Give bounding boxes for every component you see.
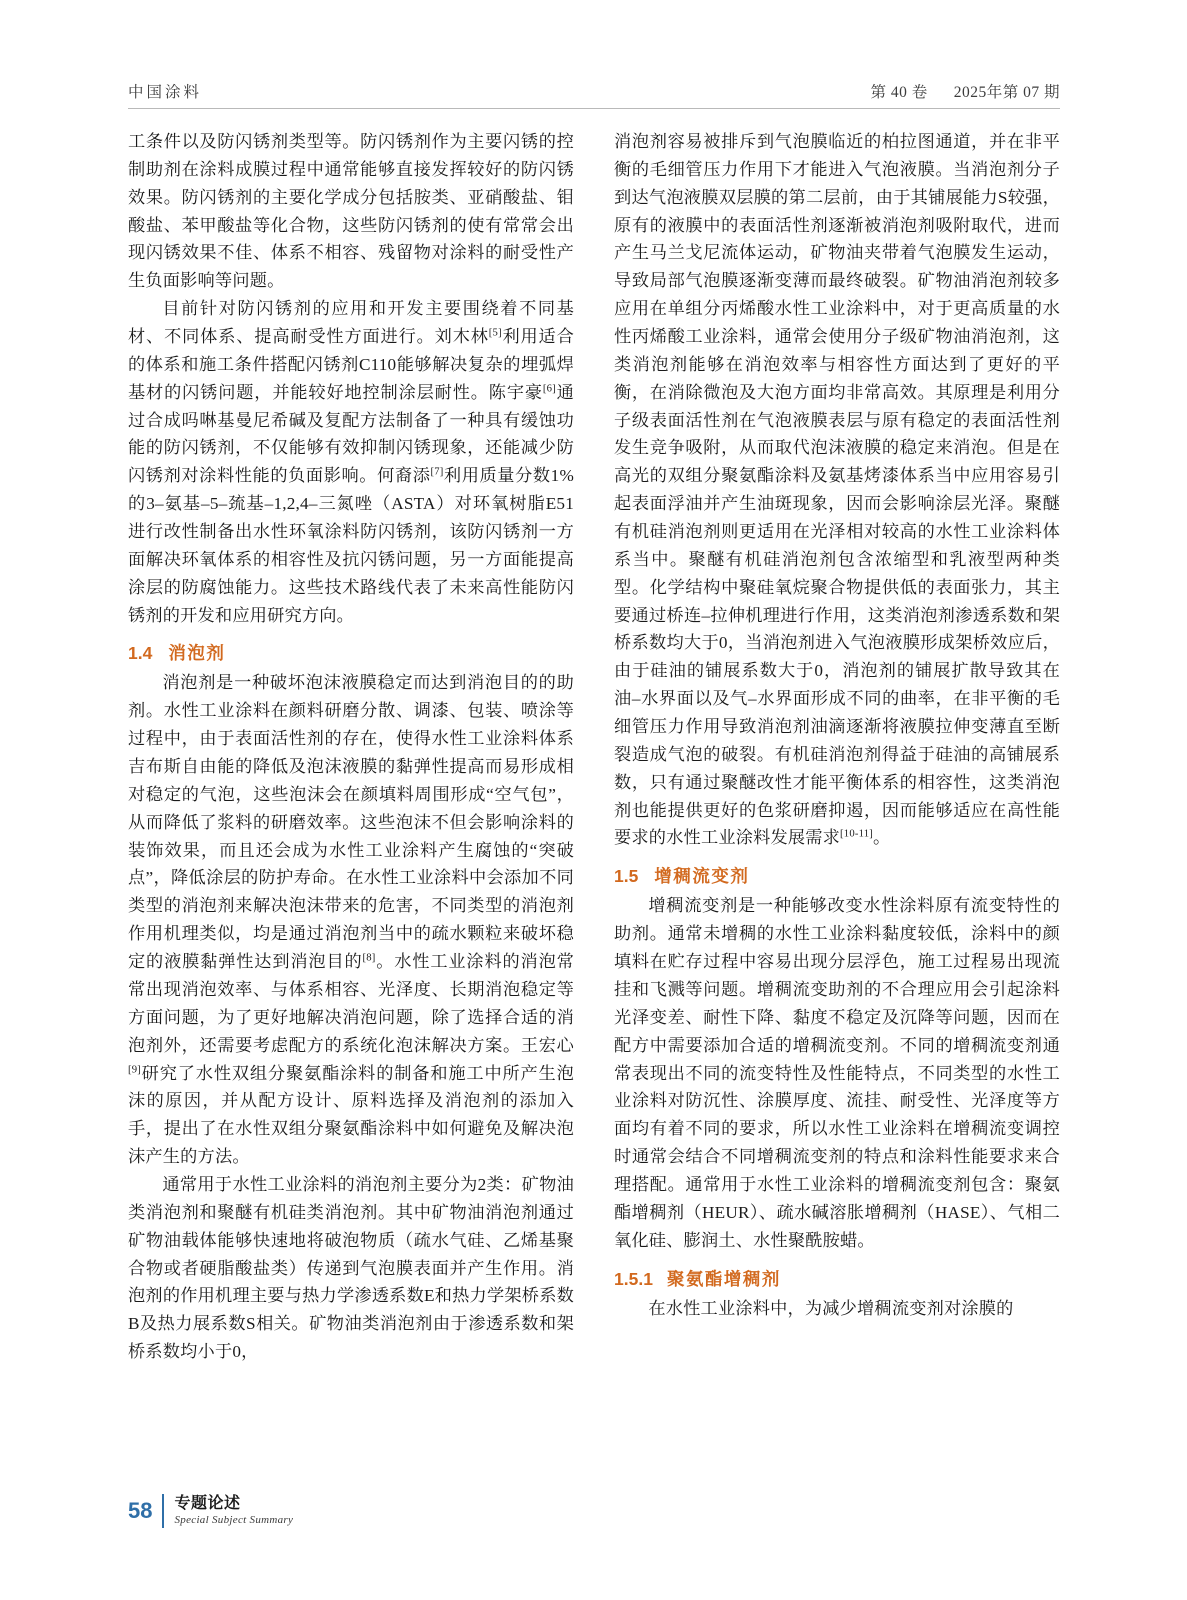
- section-heading-1-4: [128, 640, 574, 665]
- body-columns: [128, 128, 1060, 1366]
- footer-section-cn: 专题论述: [174, 1495, 241, 1513]
- page-number: 58: [128, 1498, 153, 1523]
- footer-divider: [162, 1494, 164, 1528]
- header-issue: 2025年第 07 期: [953, 84, 1060, 101]
- header-volume: 第 40 卷: [870, 84, 928, 101]
- section-heading-1-5-1: [614, 1266, 1060, 1291]
- footer-section-label: [174, 1495, 293, 1526]
- section-title: 增稠流变剂: [654, 866, 750, 887]
- page-header: [128, 80, 1060, 102]
- paragraph: 增稠流变剂是一种能够改变水性涂料原有流变特性的助剂。通常未增稠的水性工业涂料黏度较低，涂料中的颜填料在贮存过程中容易出现分层浮色，施工过程易出现流挂和飞溅等问题。增稠流变助剂的不合理应用会引起涂料光泽变差、耐性下降、黏度不稳定及沉降等问题，因而在配方中需要添加合适的增稠流变剂。不同的增稠流变剂通常表现出不同的流变特性及性能特点，不同类型的水性工业涂料对防沉性、涂膜厚度、流挂、耐受性、光泽度等方面均有着不同的要求，所以水性工业涂料在增稠流变调控时通常会结合不同增稠流变剂的特点和涂料性能要求来合理搭配。通常用于水性工业涂料的增稠流变剂包含：聚氨酯增稠剂（HEUR）、疏水碱溶胀增稠剂（HASE）、气相二氧化硅、膨润土、水性聚酰胺蜡。: [614, 896, 1060, 1250]
- left-column: [128, 128, 574, 1366]
- header-divider: [128, 108, 1060, 109]
- right-column: [614, 128, 1060, 1366]
- paragraph: 工条件以及防闪锈剂类型等。防闪锈剂作为主要闪锈的控制助剂在涂料成膜过程中通常能够直接发挥较好的防闪锈效果。防闪锈剂的主要化学成分包括胺类、亚硝酸盐、钼酸盐、苯甲酸盐等化合物，这些防闪锈剂的使有常常会出现闪锈效果不佳、体系不相容、残留物对涂料的耐受性产生负面影响等问题。: [128, 132, 574, 291]
- paragraph: 消泡剂容易被排斥到气泡膜临近的柏拉图通道，并在非平衡的毛细管压力作用下才能进入气泡液膜。当消泡剂分子到达气泡液膜双层膜的第二层前，由于其铺展能力S较强，原有的液膜中的表面活性剂逐渐被消泡剂吸附取代，进而产生马兰戈尼流体运动，矿物油夹带着气泡膜发生运动，导致局部气泡膜逐渐变薄而最终破裂。矿物油消泡剂较多应用在单组分丙烯酸水性工业涂料中，对于更高质量的水性丙烯酸工业涂料，通常会使用分子级矿物油消泡剂，这类消泡剂能够在消泡效率与相容性方面达到了更好的平衡，在消除微泡及大泡方面均非常高效。其原理是利用分子级表面活性剂在气泡液膜表层与原有稳定的表面活性剂发生竞争吸附，从而取代泡沫液膜的稳定来消泡。但是在高光的双组分聚氨酯涂料及氨基烤漆体系当中应用容易引起表面浮油并产生油斑现象，因而会影响涂层光泽。聚醚有机硅消泡剂则更适用在光泽相对较高的水性工业涂料体系当中。聚醚有机硅消泡剂包含浓缩型和乳液型两种类型。化学结构中聚硅氧烷聚合物提供低的表面张力，其主要通过桥连–拉伸机理进行作用，这类消泡剂渗透系数和架桥系数均大于0，当消泡剂进入气泡液膜形成架桥效应后，由于硅油的铺展系数大于0，消泡剂的铺展扩散导致其在油–水界面以及气–水界面形成不同的曲率，在非平衡的毛细管压力作用导致消泡剂油滴逐渐将液膜拉伸变薄直至断裂造成气泡的破裂。有机硅消泡剂得益于硅油的高铺展系数，只有通过聚醚改性才能平衡体系的相容性，这类消泡剂也能提供更好的色浆研磨抑遏，因而能够适应在高性能要求的水性工业涂料发展需求[10-11]。: [614, 132, 1060, 848]
- header-issue-info: [870, 80, 1060, 102]
- paragraph: 消泡剂是一种破坏泡沫液膜稳定而达到消泡目的的助剂。水性工业涂料在颜料研磨分散、调漆、包装、喷涂等过程中，由于表面活性剂的存在，使得水性工业涂料体系吉布斯自由能的降低及泡沫液膜的黏弹性提高而易形成相对稳定的气泡，这些泡沫会在颜填料周围形成“空气包”，从而降低了浆料的研磨效率。这些泡沫不但会影响涂料的装饰效果，而且还会成为水性工业涂料产生腐蚀的“突破点”，降低涂层的防护寿命。在水性工业涂料中会添加不同类型的消泡剂来解决泡沫带来的危害，不同类型的消泡剂作用机理类似，均是通过消泡剂当中的疏水颗粒来破坏稳定的液膜黏弹性达到消泡目的[8]。水性工业涂料的消泡常常出现消泡效率、与体系相容、光泽度、长期消泡稳定等方面问题，为了更好地解决消泡问题，除了选择合适的消泡剂外，还需要考虑配方的系统化泡沫解决方案。王宏心[9]研究了水性双组分聚氨酯涂料的制备和施工中所产生泡沫的原因，并从配方设计、原料选择及消泡剂的添加入手，提出了在水性双组分聚氨酯涂料中如何避免及解决泡沫产生的方法。: [128, 673, 575, 1167]
- section-heading-1-5: [614, 863, 1060, 888]
- subsection-number: 1.5.1: [614, 1268, 653, 1289]
- page-footer: [128, 1494, 293, 1528]
- section-number: 1.5: [614, 866, 639, 887]
- header-journal-name: 中国涂料: [128, 84, 203, 101]
- footer-section-en: Special Subject Summary: [174, 1513, 294, 1526]
- paragraph: 目前针对防闪锈剂的应用和开发主要围绕着不同基材、不同体系、提高耐受性方面进行。刘木林[5]利用适合的体系和施工条件搭配闪锈剂C110能够解决复杂的埋弧焊基材的闪锈问题，并能较好地控制涂层耐性。陈宇豪[6]通过合成吗啉基曼尼希碱及复配方法制备了一种具有缓蚀功能的防闪锈剂，不仅能够有效抑制闪锈现象，还能减少防闪锈剂对涂料性能的负面影响。何裔添[7]利用质量分数1%的3–氨基–5–巯基–1,2,4–三氮唑（ASTA）对环氧树脂E51进行改性制备出水性环氧涂料防闪锈剂，该防闪锈剂一方面解决环氧体系的相容性及抗闪锈问题，另一方面能提高涂层的防腐蚀能力。这些技术路线代表了未来高性能防闪锈剂的开发和应用研究方向。: [128, 299, 574, 625]
- subsection-title: 聚氨酯增稠剂: [666, 1268, 781, 1289]
- section-title: 消泡剂: [168, 643, 226, 664]
- paragraph: 在水性工业涂料中，为减少增稠流变剂对涂膜的: [648, 1298, 1014, 1318]
- section-number: 1.4: [128, 643, 153, 664]
- paragraph: 通常用于水性工业涂料的消泡剂主要分为2类：矿物油类消泡剂和聚醚有机硅类消泡剂。其中矿物油消泡剂通过矿物油载体能够快速地将破泡物质（疏水气硅、乙烯基聚合物或者硬脂酸盐类）传递到气泡膜表面并产生作用。消泡剂的作用机理主要与热力学渗透系数E和热力学架桥系数B及热力展系数S相关。矿物油类消泡剂由于渗透系数和架桥系数均小于0，: [128, 1174, 574, 1362]
